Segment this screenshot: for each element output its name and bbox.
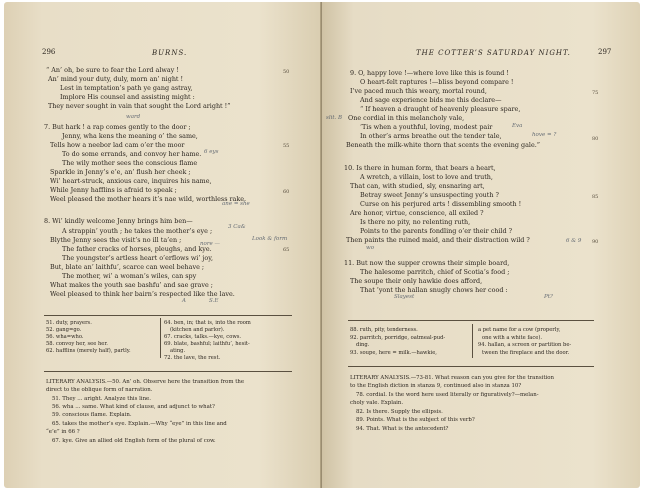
poem-line: The halesome parritch, chief of Scotia’s food ; [360, 268, 510, 276]
left-running-head: BURNS. [152, 49, 188, 57]
analysis-divider [44, 371, 292, 372]
line-number: 55 [283, 143, 290, 149]
poem-line: Weel pleased the mother hears it’s nae wild, worthless rake. [50, 195, 247, 203]
footnote: tween the fireplace and the door. [482, 350, 570, 356]
poem-line: While Jenny hafflins is afraid to speak ; [50, 186, 177, 194]
line-number: 65 [283, 247, 290, 253]
poem-line: Tells how a neebor lad cam o’er the moor [50, 141, 185, 149]
poem-line: Beneath the milk-white thorn that scents the evening gale.” [346, 141, 541, 149]
notes-divider [44, 315, 292, 316]
poem-line: The soupe their only hawkie does afford, [350, 277, 483, 285]
footnote: ding. [356, 342, 370, 348]
line-number: 60 [283, 189, 290, 195]
line-number: 85 [592, 194, 599, 200]
literary-analysis: LITERARY ANALYSIS.—50. An’ oh. Observe here the transition from the [46, 379, 245, 385]
poem-line: The youngster’s artless heart o’erflows wi’ joy, [62, 254, 214, 262]
footnote: 88. ruth, pity, tenderness. [350, 327, 418, 333]
pencil-annotation: wo [366, 245, 375, 251]
poem-line: Points to the parents fondling o’er their child ? [360, 227, 513, 235]
footnote: 93. soupe, here = milk.—hawkie, [350, 350, 437, 356]
footnote: 69. blate, bashful; laithfu’, hesit- [164, 341, 250, 347]
poem-line: A wretch, a villain, lost to love and truth, [360, 173, 493, 181]
poem-line: The mother, wi’ a woman’s wiles, can spy [62, 272, 197, 280]
literary-analysis: LITERARY ANALYSIS.—73-81. What reason can you give for the transition [350, 375, 554, 381]
open-book [4, 2, 640, 488]
pencil-annotation: 6 & 9 [566, 238, 582, 244]
literary-analysis: 65. takes the mother’s eye. Explain.—Why “eye” in this line and [52, 421, 227, 427]
line-number: 50 [283, 69, 290, 75]
literary-analysis: to the English diction in stanza 9, continued also in stanza 10? [350, 383, 522, 389]
literary-analysis: direct to the oblique form of narration. [46, 387, 153, 393]
line-number: 90 [592, 239, 599, 245]
footnote: a pet name for a cow (properly, [478, 327, 561, 333]
poem-line: Are honor, virtue, conscience, all exiled ? [350, 209, 484, 217]
notes-column-divider [160, 318, 161, 358]
pencil-annotation: Slayest [394, 294, 415, 300]
poem-line: Then paints the ruined maid, and their distraction wild ? [346, 236, 530, 244]
footnote: 67. cracks, talks.—kye, cows. [164, 334, 242, 340]
poem-line: To do some errands, and convoy her hame. [62, 150, 202, 158]
pencil-annotation: ward [126, 114, 141, 120]
poem-line: What makes the youth sae bashfu’ and sae grave ; [50, 281, 213, 289]
poem-line: Is there no pity, no relenting ruth, [360, 218, 471, 226]
footnote: 52. gang=go. [46, 327, 82, 333]
right-page-number: 297 [598, 48, 612, 56]
footnote: 58. convoy her, see her. [46, 341, 108, 347]
literary-analysis: 78. cordial. Is the word here used literally or figuratively?—melan- [356, 392, 539, 398]
poem-line: “ If heaven a draught of heavenly pleasure spare, [360, 105, 521, 113]
poem-line: “ An’ oh, be sure to fear the Lord alway ! [46, 66, 179, 74]
literary-analysis: choly vale. Explain. [350, 400, 404, 406]
literary-analysis: “e’e” in 66 ? [46, 429, 80, 435]
notes-divider [348, 320, 594, 321]
literary-analysis: 89. Points. What is the subject of this verb? [356, 417, 475, 423]
poem-line: 8. Wi’ kindly welcome Jenny brings him ben— [44, 217, 193, 225]
left-page-number: 296 [42, 48, 56, 56]
pencil-annotation: Pt? [544, 294, 553, 300]
poem-line: I’ve paced much this weary, mortal round, [350, 87, 487, 95]
poem-line: Implore His counsel and assisting might : [60, 93, 195, 101]
footnote: 72. the lave, the rest. [164, 355, 221, 361]
footnote: 94. hallan, a screen or partition be- [478, 342, 572, 348]
pencil-annotation: slit. B [326, 115, 343, 121]
footnote: 51. duty, prayers. [46, 320, 92, 326]
poem-line: 10. Is there in human form, that bears a heart, [344, 164, 496, 172]
footnote: one with a white face). [482, 335, 543, 341]
footnote: 56. wha=who. [46, 334, 84, 340]
notes-column-divider [472, 324, 473, 358]
poem-line: They never sought in vain that sought the Lord aright !” [48, 102, 231, 110]
poem-line: O heart-felt raptures !—bliss beyond compare ! [360, 78, 514, 86]
poem-line: Wi’ heart-struck, anxious care, inquires his name, [50, 177, 212, 185]
literary-analysis: 82. Is there. Supply the ellipsis. [356, 409, 443, 415]
left-page [4, 2, 322, 488]
footnote: 64. ben, in; that is, into the room [164, 320, 251, 326]
footnote: ating. [170, 348, 186, 354]
poem-line: 11. But now the supper crowns their simple board, [344, 259, 510, 267]
pencil-annotation: hove = ? [532, 132, 557, 138]
pencil-annotation: Eva [512, 123, 523, 129]
poem-line: Blythe Jenny sees the visit’s no ill ta’en ; [50, 236, 182, 244]
footnote: (kitchen and parlor). [170, 327, 225, 333]
poem-line: And sage experience bids me this declare— [360, 96, 502, 104]
poem-line: The father cracks of horses, pleughs, and kye. [62, 245, 212, 253]
pencil-annotation: Look & form [252, 236, 288, 242]
poem-line: Lest in temptation’s path ye gang astray, [60, 84, 193, 92]
right-page [322, 2, 640, 488]
poem-line: One cordial in this melancholy vale, [348, 114, 465, 122]
line-number: 80 [592, 136, 599, 142]
poem-line: Sparkle in Jenny’s e’e, an’ flush her cheek ; [50, 168, 191, 176]
poem-line: Curse on his perjured arts ! dissembling smooth ! [360, 200, 522, 208]
literary-analysis: 67. kye. Give an allied old English form of the plural of cow. [52, 438, 216, 444]
right-running-head: THE COTTER’S SATURDAY NIGHT. [416, 49, 571, 57]
literary-analysis: 59. conscious flame. Explain. [52, 412, 132, 418]
literary-analysis: 51. They ... aright. Analyze this line. [52, 396, 151, 402]
pencil-annotation: S.E [209, 298, 219, 304]
poem-line: Betray sweet Jenny’s unsuspecting youth ? [360, 191, 499, 199]
poem-line: That ’yont the hallan snugly chows her cood : [360, 286, 508, 294]
pencil-annotation: 3 Ca& [228, 224, 246, 230]
pencil-annotation: A [182, 298, 186, 304]
poem-line: But, blate an’ laithfu’, scarce can weel behave ; [50, 263, 205, 271]
poem-line: 7. But hark ! a rap comes gently to the door ; [44, 123, 191, 131]
poem-line: Jenny, wha kens the meaning o’ the same, [62, 132, 198, 140]
poem-line: Weel pleased to think her bairn’s respected like the lave. [50, 290, 235, 298]
poem-line: An’ mind your duty, duly, morn an’ night ! [48, 75, 184, 83]
poem-line: The wily mother sees the conscious flame [62, 159, 198, 167]
pencil-annotation: nore — [200, 241, 220, 247]
analysis-divider [348, 366, 594, 367]
footnote: 92. parritch, porridge, oatmeal-pud- [350, 335, 446, 341]
line-number: 75 [592, 90, 599, 96]
poem-line: In other’s arms breathe out the tender tale, [360, 132, 502, 140]
literary-analysis: 56. wha ... same. What kind of clause, and adjunct to what? [52, 404, 215, 410]
literary-analysis: 94. That. What is the antecedent? [356, 426, 449, 432]
poem-line: That can, with studied, sly, ensnaring art, [350, 182, 485, 190]
poem-line: 9. O, happy love !—where love like this is found ! [350, 69, 509, 77]
pencil-annotation: ane = she [222, 201, 250, 207]
pencil-annotation: 6 eys [204, 149, 219, 155]
footnote: 62. hafflins (merely half), partly. [46, 348, 131, 354]
poem-line: ’Tis when a youthful, loving, modest pair [360, 123, 493, 131]
poem-line: A strappin’ youth ; he takes the mother’s eye ; [62, 227, 213, 235]
